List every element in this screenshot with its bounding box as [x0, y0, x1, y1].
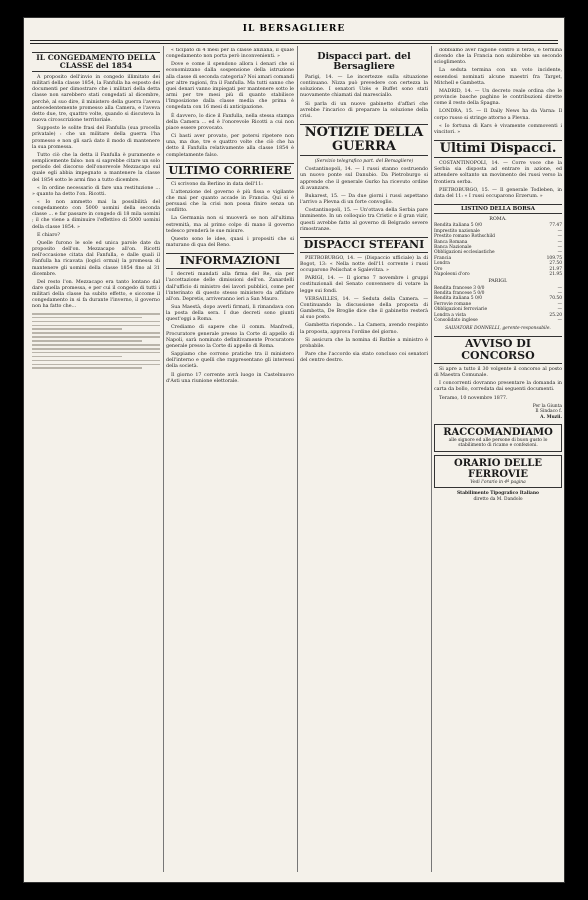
paragraph: Crediamo di sapere che il comm. Manfredi, Procuratore generale presso la Corte di appello di Napoli, sarà nominato definitivamente Procuratore generale presso la Corte di appello di Roma.: [166, 325, 294, 349]
paragraph: Dove e come il spendono allora i denari che si economizzano dalla sospensione della istruzione alla classe di seconda categoria? Noi amari comandi per altre ragioni, fra il Fanfulla. Ma tutti sanno che quei denari vanno impiegati per mantenere sotto le armi per tre mesi più di quanto stabilisce l'Imposizione dalla classe media che prima è congedata con 16 mesi di anticipazione.: [166, 62, 294, 111]
paragraph: I decreti mandati alla firma del Re, sia per l'accettazione delle dimissioni dell'on. Zanardelli dall'ufficio di ministro dei lavori pubblici, come per l'interinato di questo stesso ministero da affidare all'on. Depretis, arriveranno ieri a San Mauro.: [166, 272, 294, 302]
section-body: [166, 182, 294, 250]
column-1: [32, 48, 160, 872]
advert-text: Vedi l'orario in 4ª pagina: [470, 479, 526, 485]
paragraph: MADRID, 14. — Un decreto reale ordina che le provincie basche paghino le contribuzioni dirette come il resto della Spagna.: [434, 88, 562, 107]
advert-title: ORARIO DELLE FERROVIE: [454, 457, 542, 480]
latest-dispatches-body: [434, 161, 562, 200]
paragraph: LONDRA, 15. — Il Daily News ha da Varna: Il corpo russo si stringe attorno a Plevna.: [434, 109, 562, 121]
column-divider: [297, 46, 298, 872]
paragraph: La Germania non si muoverà se non all'ultima estremità, ma al primo colpo di mano il governo tedesco prenderà le sue misure.: [166, 216, 294, 234]
paragraph: Teramo, 10 novembre 1877.: [439, 395, 508, 401]
paragraph: Questo sono le idee, quasi i propositi che si maturano di qua del Reno.: [166, 236, 294, 249]
paragraph: Costantinopoli, 14. — I russi stanno costruendo un nuovo ponte sul Danubio. Da Pietroburgo si apprende che il generale Gurko ha ricevuto ordine di avanzare.: [300, 167, 428, 191]
market-value: —: [557, 290, 562, 296]
paragraph: Si parla di un nuovo gabinetto d'affari che avrebbe l'incarico di preparare la soluzione della crisi.: [300, 101, 428, 119]
market-value: —: [557, 285, 562, 291]
paragraph: COSTANTINOPOLI, 14. — Corre voce che la Serbia sia disposta ad entrare in azione, ed attendere soltanto un movimento dei russi verso la frontiera serba.: [434, 161, 562, 185]
newspaper-page: [24, 18, 564, 882]
article-intro: « ticipato di 4 mesi per la classe anziana, il quale congedamento non porta però inconvenienti. »: [166, 48, 294, 60]
printer-line: Stabilimento Tipografico Italiano: [457, 491, 539, 497]
top-rule: [30, 40, 558, 41]
advert-title: RACCOMANDIAMO: [443, 426, 553, 438]
paragraph: Sua Maestà, dopo averli firmati, li rimandava con la posta della sera. I due decreti sono giunti quest'oggi a Roma.: [166, 305, 294, 323]
market-value: 77.47: [549, 223, 562, 229]
paragraph: Costantinopoli, 15. — Un'ottava della Serbia pare imminente. In un colloquio tra Cristic e il gran vizir, questi avrebbe fatto al governo di Belgrado severe rimostranze.: [300, 208, 428, 232]
notice-title: AVVISO DI CONCORSO: [434, 336, 562, 364]
paragraph: Del resto l'on. Mezzacapo era tanto lontano dal dare quella promessa, e per cui il congedo di tutti i militari della classe ha subito effetto, e siccome il congedamento in si fa durante l'inverno, il governo non ha fatto che...: [32, 279, 160, 310]
signature: SALVATORE DONNELLI, gerente-responsabile.: [445, 326, 551, 332]
paragraph: È davvero, lo dice il Fanfulla, nella stessa stampa della Camera ... ed è l'onorevole Ricotti a cui non piace essere provocato.: [166, 113, 294, 131]
war-news-subtitle: (Servizio telegrafico part. del Bersagliere): [314, 159, 414, 165]
paragraph: Pare che l'accordo sia stato concluso coi senatori del centro destro.: [300, 352, 428, 364]
advert-raccomandiamo: [434, 424, 562, 452]
notice-body: [434, 367, 562, 402]
paragraph: PIETROBURGO, 15. — Il generale Todleben, in data del 11: « I russi occuparono Erzerum. »: [434, 187, 562, 199]
market-value: 27.50: [549, 261, 562, 267]
market-row: [434, 272, 562, 277]
paragraph: PARIGI, 14. — Il giorno 7 novembre i gruppi costituzionali del Senato convennero di votare la legge sui fondi.: [300, 276, 428, 294]
market-value: —: [557, 244, 562, 250]
market-label: Oro: [434, 266, 443, 272]
market-label: Napoleoni d'oro: [434, 271, 470, 277]
section-title-ultimo-corriere: ULTIMO CORRIERE: [166, 163, 294, 179]
text-filler: [32, 313, 160, 369]
printer-line: diretto da M. Dandolo: [473, 496, 523, 502]
article-body: [166, 62, 294, 158]
market-label: Ferrovie romane: [434, 301, 472, 307]
market-label: Rendita italiana 5 0/0: [434, 296, 483, 302]
stefani-title: DISPACCI STEFANI: [300, 237, 428, 253]
paragraph: dobbiamo aver ragione contro il terzo, e termina dicendo che la Francia non subirebbe un secondo scioglimento.: [434, 48, 562, 66]
paragraph: « Io non ammetto mai la possibilità del congedamento con 5000 uomini della seconda classe ... e far passare in congedo di 18 mila uomini ; il che viene a diminuire l'effettivo di 5000 uomini della classe 1854. »: [32, 199, 160, 230]
top-rule-2: [30, 43, 558, 44]
market-value: 109.75: [546, 255, 562, 261]
paragraph: Supposto le solite frasi del Fanfulla (sua procella privatale) : che un militare della guerra l'ha promesso e non gli sarà dato il modo di mantenere la sua promessa.: [32, 126, 160, 150]
market-city: PARIGI.: [488, 279, 508, 285]
market-value: 21.95: [549, 271, 562, 277]
advert-text: alle signore ed alle persone di buon gusto lo stabilimento di ricamo e confezioni.: [448, 437, 548, 449]
paragraph: « In ordine necessario di fare una restituzione ... » quanto ha detto l'on. Ricotti.: [32, 185, 160, 197]
paragraph: L'attenzione del governo è più fissa e vigilante che mai per quanto accade in Francia. Qui si è persuasi che la crisi non possa finire senza un conflitto.: [166, 189, 294, 214]
paragraph: E chiaro?: [37, 232, 60, 238]
paragraph: La seduta termina con un voto incidente, essendosi nominati alcune maestri fra Target, Mitchell e Gambetta.: [434, 68, 562, 86]
column-divider: [431, 46, 432, 872]
market-label: Rendita francese 3 0/0: [434, 285, 485, 291]
paragraph: I concorrenti dovranno presentare la domanda in carta da bollo, corredata dai seguenti documenti.: [434, 381, 562, 393]
market-value: —: [557, 307, 562, 313]
market-value: —: [557, 301, 562, 307]
paragraph: Parigi, 14. — Le incertezze sulla situazione continuano. Nizza può prevedere con certezza la soluzione. I senatori Uzès e Buffet sono stati nuovamente chiamati dal maresciallo.: [300, 75, 428, 99]
column-2: [166, 48, 294, 872]
market-label: Obbligazioni ferroviarie: [434, 307, 488, 313]
advert-orario: [434, 455, 562, 489]
paragraph: Ci scrivono da Berlino in data dell'11:: [171, 181, 263, 187]
paragraph: Bukarest, 15. — Da due giorni i russi aspettano l'arrivo a Plevna di un forte convoglio.: [300, 193, 428, 206]
market-value: —: [557, 250, 562, 256]
market-label: Francia: [434, 255, 452, 261]
stefani-body: [300, 256, 428, 365]
paragraph: PIETROBURGO, 14. — (Dispaccio ufficiale) la di Bogot, 13: « Nella notte dell'11 corrente i russi occuparono Pelischat e Sgalevitza. »: [300, 255, 428, 274]
article-body: [32, 75, 160, 311]
market-label: Prestito romano Rothschild: [434, 234, 495, 240]
continued-text: [434, 48, 562, 136]
market-value: 25.20: [549, 312, 562, 318]
market-table: [434, 223, 562, 277]
market-value: 70.50: [549, 296, 562, 302]
paragraph: Gambetta risponde... La Camera, avendo respinto la proposta, approva l'ordine del giorno.: [300, 323, 428, 335]
market-label: Obbligazioni ecclesiastiche: [434, 250, 495, 256]
dispatches-title: Dispacci part. del Bersagliere: [317, 51, 411, 72]
paragraph: Si apre a tutto il 30 volgente il concorso al posto di Maestra Comunale.: [434, 366, 562, 379]
masthead: IL BERSAGLIERE: [242, 24, 346, 34]
paragraph: Sappiamo che corrono pratiche tra il ministero dell'interno e quelli che rappresentano gli interessi della società.: [166, 352, 294, 370]
market-label: Imprestito nazionale: [434, 228, 480, 234]
market-value: —: [557, 317, 562, 323]
paragraph: Il giorno 17 corrente avrà luogo in Castelnuovo d'Asti una riunione elettorale.: [166, 372, 294, 384]
war-news-title: NOTIZIE DELLA GUERRA: [300, 124, 428, 156]
paragraph: Si assicura che la nomina di Batbie a ministro è probabile.: [300, 337, 428, 349]
market-city: ROMA.: [489, 217, 507, 223]
market-title: LISTINO DELLA BORSA: [434, 204, 562, 214]
paragraph: « Io fortuna di Kars è vivamente commoventi i vincitori. »: [434, 123, 562, 135]
article-headline: IL CONGEDAMENTO DELLA CLASSE del 1854: [32, 52, 160, 72]
paragraph: Ci basti aver provato, per potersi ripetere non una, ma due, tre e quattro volte che ciò che ha detto il Fanfulla relativamente alla classe 1854 è completamente falso.: [166, 134, 294, 158]
market-table: [434, 286, 562, 324]
notice-signer-name: A. Muzii.: [540, 414, 562, 420]
war-news-body: [300, 167, 428, 233]
market-value: —: [557, 234, 562, 240]
market-label: Londra a vista: [434, 312, 466, 318]
section-title-informazioni: INFORMAZIONI: [166, 253, 294, 269]
market-value: —: [557, 239, 562, 245]
paragraph: Quelle furono le sole ed unica parole date da proposito dell'on. Mezzacapo all'on. Ricotti nell'occasione citata dal Fanfulla, e dalle quali il Fanfulla ha ricavata (logici ormai) la promessa di mantenere gli uomini della classe 1854 fino al 31 dicembre.: [32, 240, 160, 277]
market-label: Banca Romana: [434, 239, 468, 245]
column-3: [300, 48, 428, 872]
market-label: Banca Nazionale: [434, 244, 472, 250]
notice-signer-role: Il Sindaco f.: [535, 409, 562, 415]
paragraph: Tutto ciò che la detta il Fanfulla è puramente e semplicemente falso: non si saprebbe citare un solo periodo del discorso dell'onorevole Mezzacapo sul quale egli abbia impegnato a mantenere la classe del 1854 sotto le armi fino a tutto dicembre.: [32, 152, 160, 183]
dispatches-body: [300, 75, 428, 120]
market-label: Rendita italiana 5 0/0: [434, 223, 483, 229]
market-row: [434, 318, 562, 323]
market-label: Londra: [434, 261, 450, 267]
market-value: 21.97: [549, 266, 562, 272]
market-label: Rendita francese 5 0/0: [434, 290, 485, 296]
paragraph: A proposito dell'invio in congedo illimitato dei militari della classe 1854, la Fanfulla ha esposto dei documenti per dimostrare che i militari della detta classe non sarebbero stati congedati al dicembre, perchè, al suo dire, il ministero della guerra l'aveva antecedentemente promesso alla Camera, e l'aveva detto due, tre, quattro volte, quando si discuteva la nuova circoscrizione territoriale.: [32, 75, 160, 124]
section-body: [166, 272, 294, 385]
notice-signer: Per la Giunta: [532, 403, 562, 409]
market-label: Consolidato inglese: [434, 317, 478, 323]
latest-dispatches-title: Ultimi Dispacci.: [434, 140, 562, 158]
paragraph: VERSAILLES, 14. — Seduta della Camera. — Continuando la discussione della proposta di Gambetta, De Broglie dice che il gabinetto resterà al suo posto.: [300, 296, 428, 321]
market-value: —: [557, 228, 562, 234]
column-4: [434, 48, 562, 872]
column-divider: [163, 46, 164, 872]
